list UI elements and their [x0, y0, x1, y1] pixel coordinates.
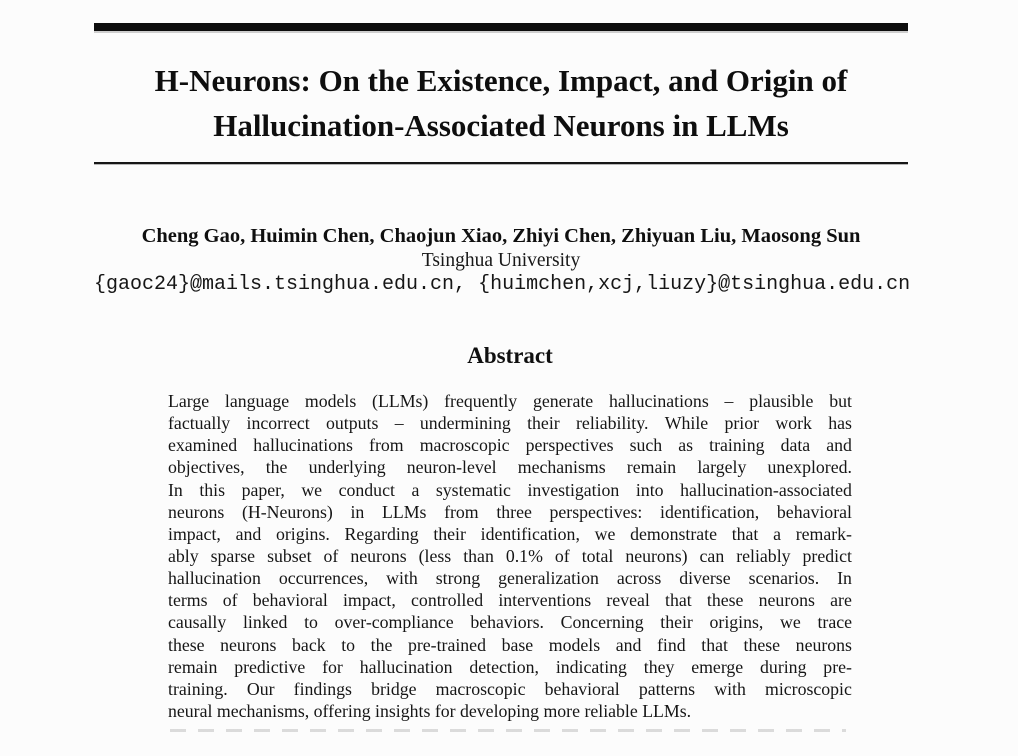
abstract-line: ably sparse subset of neurons (less than 0.1% of total neurons) can reliably predict — [168, 545, 852, 566]
abstract-line: neural mechanisms, offering insights for developing more reliable LLMs. — [168, 700, 692, 721]
abstract-line: causally linked to over-compliance behaviors. Concerning their origins, we trace — [168, 612, 852, 633]
abstract-line: objectives, the underlying neuron-level mechanisms remain largely unexplored. — [168, 457, 852, 478]
author-names: Cheng Gao, Huimin Chen, Chaojun Xiao, Zhiyi Chen, Zhiyuan Liu, Maosong Sun — [141, 225, 861, 247]
abstract-line: impact, and origins. Regarding their identification, we demonstrate that a remark- — [168, 523, 852, 544]
affiliation: Tsinghua University — [421, 250, 581, 271]
author-emails: {gaoc24}@mails.tsinghua.edu.cn, {huimchen,xcj,liuzy}@tsinghua.edu.cn — [94, 273, 911, 296]
paper-title-line-2: Hallucination-Associated Neurons in LLMs — [213, 108, 789, 143]
abstract-line: these neurons back to the pre-trained base models and find that these neurons — [168, 634, 852, 655]
paper-title — [94, 58, 908, 148]
abstract-line: examined hallucinations from macroscopic perspectives such as training data and — [168, 435, 852, 456]
abstract-line: Large language models (LLMs) frequently generate hallucinations – plausible but — [168, 391, 852, 411]
abstract-line: remain predictive for hallucination detection, indicating they emerge during pre- — [168, 656, 852, 677]
top-rule — [94, 23, 908, 31]
author-block — [94, 224, 911, 298]
abstract-line: In this paper, we conduct a systematic investigation into hallucination-associated — [168, 479, 852, 500]
abstract-line: terms of behavioral impact, controlled interventions reveal that these neurons are — [168, 590, 852, 611]
abstract-line: neurons (H-Neurons) in LLMs from three perspectives: identification, behavioral — [168, 501, 852, 522]
abstract-body — [168, 391, 852, 723]
abstract-line: factually incorrect outputs – undermining their reliability. While prior work has — [168, 413, 852, 434]
abstract-line: hallucination occurrences, with strong generalization across diverse scenarios. In — [168, 568, 852, 589]
abstract-line: training. Our findings bridge macroscopic behavioral patterns with microscopic — [168, 678, 852, 699]
abstract-heading: Abstract — [467, 343, 553, 368]
cropped-next-line-artifact — [170, 729, 846, 732]
paper-title-line-1: H-Neurons: On the Existence, Impact, and Origin of — [154, 63, 848, 98]
title-divider-rule — [94, 162, 908, 164]
